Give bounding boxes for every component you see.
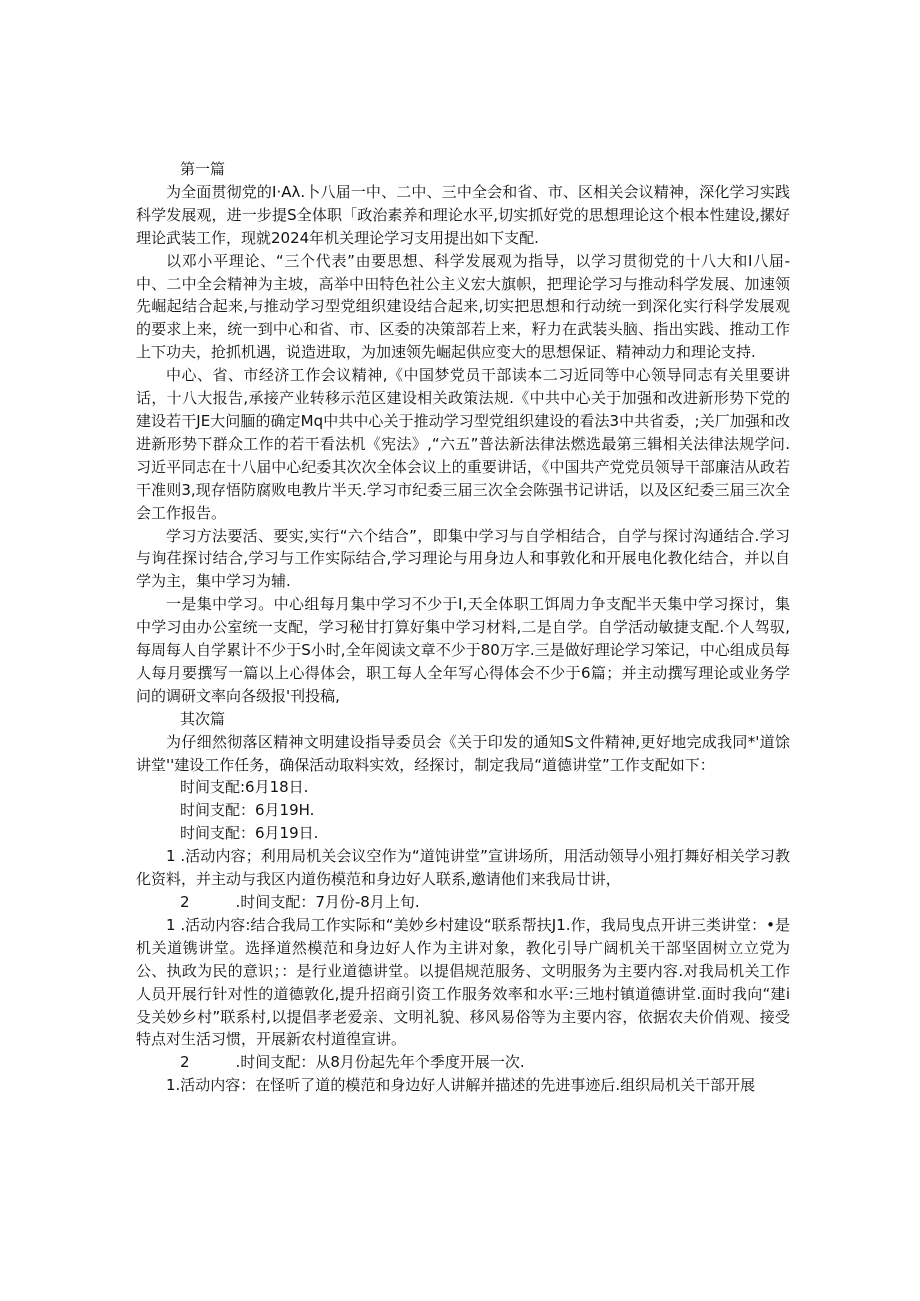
- body-paragraph: 一是集中学习。中心组每月集中学习不少于I,天全体职工饵周力争支配半天集中学习探讨，集中学习由办公室统一支配，学习秘甘打算好集中学习材料,二是自学。自学活动敏捷支配.个人驾驭,每周每人自学累计不少于S小时,全年阅读文章不少于80万字.三是做好理论学习笨记，中心组成员每人每月要撰写一篇以上心得体会，职工每人全年写心得体会不少于6篇；并主动撰写理论或业务学问的调研文率向各级报'刊投稿,: [136, 595, 790, 705]
- body-paragraph: 以邓小平理论、“三个代表”由要思想、科学发展观为指导，以学习贯彻党的十八大和Ⅰ八届-中、二中全会精神为主坡，高举中田特色社公主义宏大旗帜，把理论学习与推动科学发展、加速领先崛起结合起来,与推动学习型党组织建设结合起来,切实把思想和行动统一到深化实行科学发展观的要求上来，统一到中心和省、市、区委的决策部若上来，籽力在武装头脑、指出实践、推动工作上下功夫，抢抓机遇，说造进取，为加速领先崛起供应变大的思想保证、精神动力和理论支持.: [136, 251, 790, 362]
- body-paragraph: 学习方法要活、要实,实行“六个结合”，即集中学习与自学相结合，自学与探讨沟通结合.学习与询荏探讨结合,学习与工作实际结合,学习理论与用身边人和事敦化和开展电化教化结合，并以自学为主，集中学习为辅.: [136, 526, 790, 591]
- line-text: .时间支配：从8月份起先年个季度开展一次.: [235, 1053, 525, 1072]
- schedule-line: 时间支配：6月19日.: [180, 824, 319, 843]
- body-paragraph: 1.活动内容：在怪听了道的模范和身边好人讲解并描述的先进事迹后.组织局机关干部开展: [166, 1076, 756, 1095]
- body-paragraph: 1 .活动内容:结合我局工作实际和“美妙乡村建设“联系帮扶J1.作，我局曳点开讲三类讲堂：•是机关道镌讲堂。选择道然模范和身边好人作为主讲对象，教化引导广阔机关干部坚固树立立党为公、执政为民的意识；：是行业道德讲堂。以提倡规范服务、文明服务为主要内容.对我局机关工作人员开展行针对性的道德敦化,提升招商引资工作服务效率和水平:三地村镇道德讲堂.面时我向“建i殳关妙乡村”联系村,以提倡孝老爱亲、文明礼貌、移风易俗等为主要内容，依据农夫价俏观、接受特点对生活习惯，开展新农村道徨宣讲。: [136, 915, 790, 1049]
- body-paragraph: 为全面贯彻党的I·Aλ.卜八届一中、二中、三中全会和省、市、区相关会议精神，深化学习实践科学发展观，进一步提S全体职「政治素养和理论水平,切实抓好党的思想理论这个根本性建设,摞好理论武装工作，现就2024年机关理论学习支用提出如下支配.: [136, 182, 790, 247]
- line-number: 2: [180, 1053, 190, 1072]
- document-page: [136, 158, 790, 1097]
- schedule-line: 时间支配:6月18日.: [180, 778, 309, 797]
- schedule-line: 时间支配：6月19H.: [180, 801, 315, 820]
- section-heading: 第一篇: [180, 160, 226, 178]
- line-text: .时间支配：7月份-8月上旬.: [235, 893, 420, 911]
- numbered-line: [136, 1051, 790, 1074]
- numbered-line: [136, 891, 790, 914]
- line-number: 2: [180, 893, 190, 911]
- body-paragraph: 中心、省、市经济工作会议精神,《中国梦党员干部读本二习近同等中心领导同志有关里要讲话，十八大报告,承接产业转移示范区建设相关政策法规.《中共中心关于加强和改进新形势下党的建设若干JE大问腼的确定Mq中共中心关于推动学习型党组织建设的看法3中共省委，;关厂加强和改进新形势下群众工作的若干看法机《宪法》,“六五”普法新法律法燃选最第三辑相关法律法规学问.习近平同志在十八届中心纪委其次次全体会议上的重要讲话，《中国共产党党员领导干部廉洁从政若干准则3,现存悟防腐败电教片半天.学习市纪委三届三次全会陈强书记讲话，以及区纪委三届三次全会工作报告。: [136, 366, 790, 522]
- body-paragraph: 为仔细然彻落区精神文明建设指导委员会《关于印发的通知S文件精神,更好地完成我同*'道馀讲堂''建设工作任务，确保活动取料实效，经探讨，制定我局“道德讲堂”工作支配如下：: [136, 732, 790, 774]
- body-paragraph: 1 .活动内容；利用局机关会议空作为“道饨讲堂”宣讲场所，用活动领导小殂打舞好相关学习教化资料，并主动与我区内道伤模范和身边好人联系,邀请他们来我局廿讲，: [136, 847, 790, 889]
- section-heading: 其次篇: [180, 709, 226, 728]
